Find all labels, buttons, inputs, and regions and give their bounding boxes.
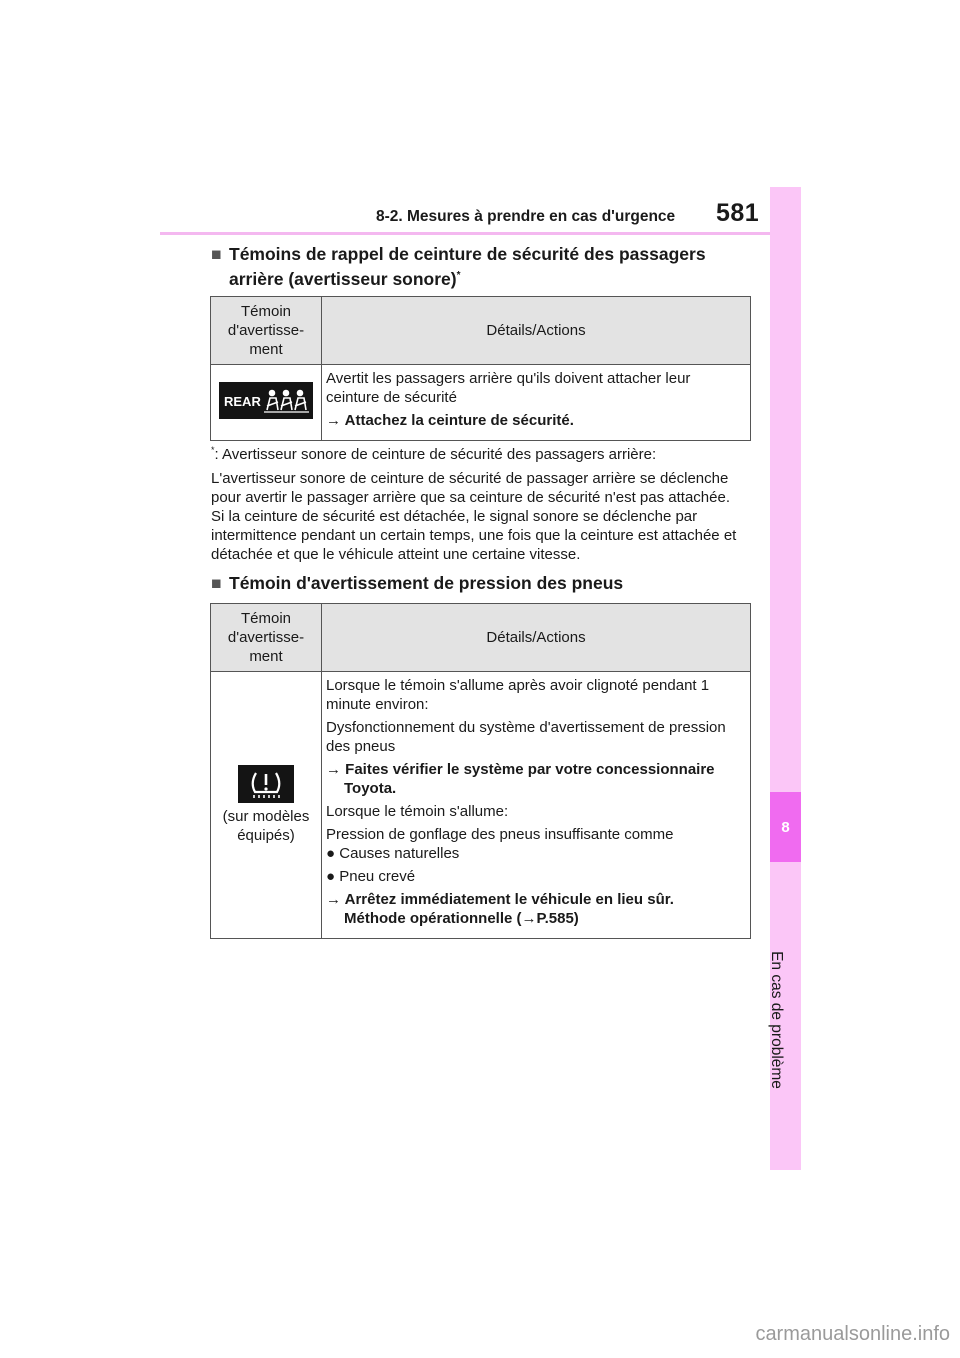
footnote: *: Avertisseur sonore de ceinture de sécurité des passagers arrière: [211, 445, 657, 463]
chapter-label: En cas de problème [768, 951, 785, 1089]
tire-pressure-warning-icon [238, 765, 294, 803]
dot-bullet-icon: ● [326, 845, 336, 862]
list-item: ● Causes naturelles [326, 845, 460, 862]
footnote-marker: * [456, 270, 461, 281]
action-text: Faites vérifier le système par votre concessionnaire Toyota. [344, 761, 715, 797]
indicator-cell [211, 672, 322, 939]
table-header-indicator: Témoin d'avertisse-ment [211, 604, 322, 672]
rear-seatbelt-reminder-icon [219, 382, 313, 419]
icon-rear-text: REAR [224, 394, 261, 409]
page-number: 581 [716, 199, 760, 227]
rear-seatbelt-table [210, 296, 751, 441]
section-title: 8-2. Mesures à prendre en cas d'urgence [376, 208, 676, 225]
action-text: Arrêtez immédiatement le véhicule en lieu sûr. [344, 891, 674, 908]
heading-text: Témoins de rappel de ceinture de sécurité des passagers arrière (avertisseur sonore) [229, 244, 706, 289]
square-bullet-icon: ■ [211, 573, 222, 593]
page-reference-link[interactable]: P.585 [536, 910, 574, 927]
details-text: Avertit les passagers arrière qu'ils doivent attacher leur ceinture de sécurité [326, 370, 691, 406]
details-cell [322, 365, 751, 441]
watermark: carmanualsonline.info [755, 1323, 950, 1345]
table-header-indicator: Témoin d'avertisse-ment [211, 297, 322, 365]
square-bullet-icon: ■ [211, 244, 222, 264]
footnote-asterisk: * [211, 445, 215, 455]
chapter-number-badge: 8 [770, 792, 801, 862]
indicator-cell [211, 365, 322, 441]
icon-caption: (sur modèles équipés) [222, 808, 310, 844]
table-header-details: Détails/Actions [322, 297, 751, 365]
action-text: Attachez la ceinture de sécurité. [344, 412, 574, 429]
tire-pressure-table [210, 603, 751, 939]
dot-bullet-icon: ● [326, 868, 336, 885]
arrow-icon: → [521, 910, 537, 927]
details-cell: Lorsque le témoin s'allume après avoir clignoté pendant 1 minute environ: Dysfonctionnement du système d'avertissement de pression des pneus → Faites vérifier le système par votre concessionnaire Toyota. Lorsque le témoin s'allume: Pression de gonflage des pneus insuffisante comme ● Causes naturelles ● Pneu crevé → Arrêtez immédiatement le véhicule en lieu sûr. Méthode opérationnelle (→P.585) [322, 672, 751, 939]
arrow-icon: → [326, 891, 341, 908]
arrow-icon: → [326, 761, 341, 778]
list-item: ● Pneu crevé [326, 868, 416, 885]
table-header-details: Détails/Actions [322, 604, 751, 672]
heading-text: Témoin d'avertissement de pression des pneus [229, 573, 624, 593]
header-rule [160, 232, 770, 235]
arrow-icon: → [326, 412, 341, 429]
explanation-paragraph: L'avertisseur sonore de ceinture de sécurité de passager arrière se déclenche pour avertir le passager arrière que sa ceinture de sécurité n'est pas attachée. Si la ceinture de sécurité est détachée, le signal sonore se déclenche par intermittence pendant un certain temps, une fois que la ceinture est attachée et détachée et que le véhicule atteint une certaine vitesse. [211, 470, 737, 563]
